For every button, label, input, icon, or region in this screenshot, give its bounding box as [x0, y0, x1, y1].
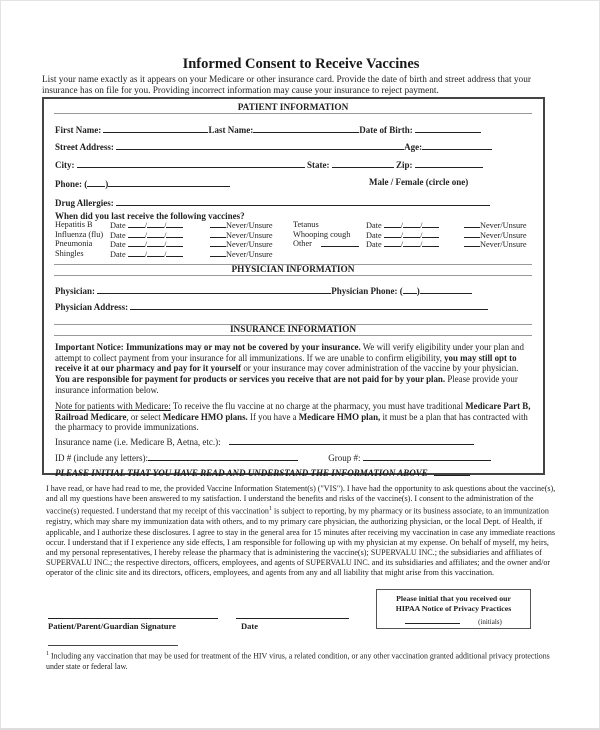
month-field[interactable]	[384, 239, 401, 247]
medicare-text-3: If you have a	[247, 411, 299, 422]
vaccine-date: Date / /	[366, 230, 439, 241]
date-line[interactable]	[236, 618, 349, 619]
never-checkbox[interactable]	[210, 230, 226, 238]
notice-text-3: Please provide your insurance information below.	[55, 374, 518, 395]
allergies-field[interactable]	[116, 196, 490, 206]
day-field[interactable]	[147, 230, 164, 238]
consent-statement	[46, 484, 556, 579]
vaccine-date: Date / /	[110, 230, 183, 241]
never-checkbox[interactable]	[464, 230, 480, 238]
day-field[interactable]	[403, 239, 420, 247]
medicare-note-label: Note for patients with Medicare:	[55, 401, 171, 411]
vaccine-name: Tetanus	[293, 220, 319, 229]
footnote	[46, 649, 556, 672]
day-field[interactable]	[147, 220, 164, 228]
date-label: Date	[110, 249, 126, 259]
year-field[interactable]	[422, 220, 439, 228]
month-field[interactable]	[384, 230, 401, 238]
date-label: Date	[366, 230, 382, 240]
never-checkbox[interactable]	[464, 239, 480, 247]
month-field[interactable]	[128, 220, 145, 228]
vaccine-name: Other	[293, 239, 312, 248]
month-field[interactable]	[384, 220, 401, 228]
never-label: Never/Unsure	[226, 221, 273, 230]
vaccine-name: Whooping cough	[293, 229, 351, 239]
signature-date-label: Date	[241, 621, 258, 631]
physician-label: Physician:	[55, 286, 96, 296]
hipaa-line-2: HIPAA Notice of Privacy Practices	[395, 603, 512, 613]
year-field[interactable]	[166, 230, 183, 238]
day-field[interactable]	[147, 249, 164, 257]
insurance-notice	[55, 342, 535, 396]
medicare-text-2: , or select	[126, 411, 163, 422]
physician-row	[55, 284, 472, 296]
month-field[interactable]	[128, 239, 145, 247]
notice-text-1: We will verify eligibility under your plan and attempt to collect payment from your insurance for all immunizations. If we are unable to confirm eligibility,	[55, 342, 524, 363]
physician-address-label: Physician Address:	[55, 302, 129, 312]
year-field[interactable]	[422, 230, 439, 238]
footnote-ref: 1	[268, 506, 272, 513]
vaccines-question: When did you last receive the following vaccines?	[55, 211, 245, 221]
vaccine-name: Influenza (flu)	[55, 229, 104, 239]
medicare-note	[55, 401, 535, 433]
initial-field[interactable]	[434, 466, 470, 476]
physician-field[interactable]	[97, 284, 331, 294]
vaccine-name: Pneumonia	[55, 239, 93, 248]
vaccine-date: Date / /	[110, 249, 183, 260]
day-field[interactable]	[403, 220, 420, 228]
id-label: ID # (include any letters):	[55, 453, 148, 463]
physician-address-row	[55, 300, 488, 312]
state-field[interactable]	[332, 158, 394, 168]
vaccine-never-unsure	[210, 249, 273, 260]
consent-text-1: I have read, or have had read to me, the provided Vaccine Information Statement(s) ("VIS"). I have had the opportunity to ask questions about the vaccine(s), and all my questions have been answered to my satisfaction. I understand the benefits and risks of the vaccine(s). I consent to the administration of the vaccine(s) requested. I understand that my receipt of this vaccination	[46, 484, 556, 517]
date-label: Date	[366, 240, 382, 249]
notice-label: Important Notice:	[55, 342, 124, 352]
zip-field[interactable]	[415, 158, 483, 168]
footnote-text: Including any vaccination that may be used for treatment of the HIV virus, a related condition, or any other vaccination granted additional privacy protections under state or federal law.	[46, 651, 550, 671]
address-row	[55, 140, 492, 152]
never-label: Never/Unsure	[480, 240, 527, 249]
day-field[interactable]	[403, 230, 420, 238]
notice-bold-2: you may still opt to receive it at our pharmacy and pay for it yourself	[55, 352, 517, 374]
other-vaccine-field[interactable]	[321, 239, 359, 250]
medicare-bold-3: Medicare HMO plan,	[298, 411, 381, 422]
initial-prompt: PLEASE INITIAL THAT YOU HAVE READ AND UNDERSTAND THE INFORMATION ABOVE	[55, 468, 428, 478]
id-field[interactable]	[148, 451, 298, 461]
consent-text-2: is subject to reporting, by my pharmacy or its business associate, to an immunization registry, which may share my immunization data with others, and to my primary care physician, the authorizing physician, or the local Dept. of Health, if applicable, and I authorize these disclosures. I agree to stay in the general area for 15 minutes after receiving my vaccination in case any immediate reactions occur. I understand that if I experience any side effects, I am responsible for following up with my physician at my expense. On behalf of myself, my heirs, and my personal representatives, I hereby release the pharmacy that is administering the vaccine(s); SUPERVALU INC.; the subsidiaries and affiliates of SUPERVALU INC.; the respective directors, officers, employees, and agents of SUPERVALU INC. and its subsidiaries and affiliates; and the owner and/or operator of the clinic site and its directors, officers, employees, and agents from any and all liability that might arise from this vaccination.	[46, 507, 556, 578]
medicare-text-1: To receive the flu vaccine at no charge at the pharmacy, you must have traditional	[170, 401, 466, 411]
allergies-row	[55, 196, 490, 208]
insurance-name-label: Insurance name (i.e. Medicare B, Aetna, etc.):	[55, 437, 221, 447]
patient-section-header: PATIENT INFORMATION	[54, 103, 532, 114]
never-label: Never/Unsure	[480, 230, 527, 240]
never-label: Never/Unsure	[226, 249, 273, 259]
gender-label[interactable]: Male / Female (circle one)	[369, 177, 469, 187]
signature-label: Patient/Parent/Guardian Signature	[48, 621, 176, 631]
date-label: Date	[110, 230, 126, 240]
initial-row	[55, 466, 470, 478]
form-box	[42, 97, 545, 478]
never-checkbox[interactable]	[210, 220, 226, 228]
last-name-label: Last Name:	[208, 125, 254, 135]
notice-text-2: or your insurance may cover administration of the vaccine by your physician.	[241, 363, 519, 374]
phone-field[interactable]	[108, 177, 230, 187]
month-field[interactable]	[128, 249, 145, 257]
notice-bold: Immunizations may or may not be covered by your insurance.	[125, 342, 361, 352]
year-field[interactable]	[166, 249, 183, 257]
age-field[interactable]	[422, 140, 492, 150]
date-label: Date	[366, 221, 382, 230]
never-label: Never/Unsure	[226, 240, 273, 249]
phone-row	[55, 177, 230, 189]
id-row	[55, 451, 491, 463]
physician-area-code-field[interactable]	[403, 284, 417, 294]
zip-label: Zip:	[396, 160, 413, 170]
footnote-number: 1	[46, 651, 49, 657]
year-field[interactable]	[422, 239, 439, 247]
vaccine-name: Shingles	[55, 248, 84, 258]
month-field[interactable]	[128, 230, 145, 238]
physician-phone-field[interactable]	[420, 284, 472, 294]
vaccine-date: Date / /	[366, 220, 439, 231]
first-name-label: First Name:	[55, 125, 102, 135]
day-field[interactable]	[147, 239, 164, 247]
medicare-bold-1: Medicare Part B, Railroad Medicare	[55, 401, 531, 422]
year-field[interactable]	[166, 239, 183, 247]
insurance-name-row	[55, 435, 474, 447]
name-row	[55, 123, 481, 135]
date-label: Date	[110, 240, 126, 249]
never-label: Never/Unsure	[480, 221, 527, 230]
never-label: Never/Unsure	[226, 230, 273, 240]
vaccine-never-unsure	[464, 239, 527, 250]
group-field[interactable]	[363, 451, 491, 461]
vaccine-date: Date / /	[366, 239, 439, 250]
vaccine-name: Hepatitis B	[55, 220, 93, 229]
age-label: Age:	[404, 142, 423, 152]
first-name-field[interactable]	[103, 123, 208, 133]
page-title: Informed Consent to Receive Vaccines	[182, 56, 420, 72]
physician-phone-label: Physician Phone: (	[331, 286, 403, 296]
last-name-field[interactable]	[253, 123, 359, 133]
city-label: City:	[55, 160, 75, 170]
phone-label: Phone: (	[55, 179, 88, 189]
vaccine-date: Date / /	[110, 239, 183, 250]
hipaa-box	[376, 589, 531, 629]
street-field[interactable]	[116, 140, 404, 150]
vaccine-date: Date / /	[110, 220, 183, 231]
date-label: Date	[110, 221, 126, 230]
state-label: State:	[307, 160, 330, 170]
area-code-field[interactable]	[87, 177, 105, 187]
medicare-bold-2: Medicare HMO plans.	[162, 411, 248, 422]
hipaa-line-1: Please initial that you received our	[396, 594, 511, 603]
physician-address-field[interactable]	[130, 300, 488, 310]
never-checkbox[interactable]	[210, 239, 226, 247]
allergies-label: Drug Allergies:	[55, 198, 114, 208]
physician-section-header: PHYSICIAN INFORMATION	[54, 264, 532, 276]
footnote-divider	[48, 645, 178, 646]
insurance-section-header: INSURANCE INFORMATION	[54, 324, 532, 336]
never-checkbox[interactable]	[464, 220, 480, 228]
city-field[interactable]	[77, 158, 305, 168]
signature-line[interactable]	[48, 618, 218, 619]
group-label: Group #:	[328, 453, 361, 463]
physician-phone-paren: )	[416, 286, 420, 296]
medicare-text-4: it must be a plan that has contracted with the pharmacy to provide immunizations.	[55, 411, 528, 433]
never-checkbox[interactable]	[210, 249, 226, 257]
hipaa-initials-field[interactable]	[405, 617, 460, 624]
city-row	[55, 158, 483, 170]
notice-bold-3: You are responsible for payment for products or services you receive that are not paid for by your plan.	[55, 374, 446, 385]
year-field[interactable]	[166, 220, 183, 228]
phone-paren: )	[105, 179, 109, 189]
dob-label: Date of Birth:	[359, 125, 413, 135]
intro-text: List your name exactly as it appears on your Medicare or other insurance card. Provide the date of birth and street address that your insurance has on file for you. Providing incorrect information may cause your insurance to reject payment.	[42, 75, 531, 96]
insurance-name-field[interactable]	[229, 435, 474, 445]
street-label: Street Address:	[55, 142, 114, 152]
dob-field[interactable]	[415, 123, 481, 133]
hipaa-initials-label: (initials)	[478, 618, 502, 626]
